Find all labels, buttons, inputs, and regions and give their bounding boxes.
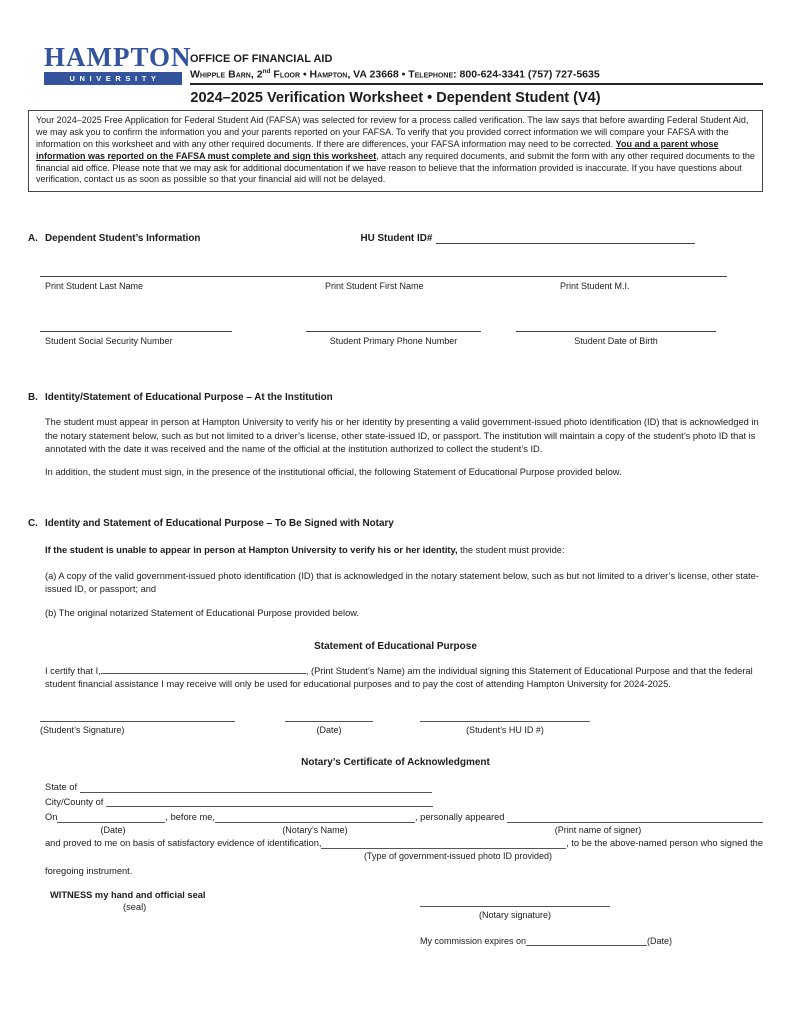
proved-label: and proved to me on basis of satisfactory evidence of identification, (45, 837, 322, 848)
section-b-letter: B. (28, 392, 38, 404)
section-c-title: Identity and Statement of Educational Purpose – To Be Signed with Notary (45, 518, 394, 530)
print-name-of-signer-label: (Print name of signer) (554, 824, 642, 835)
personally-appeared-label: , personally appeared (415, 812, 508, 823)
notary-signature-label: (Notary signature) (478, 909, 552, 920)
phone-blank (306, 331, 481, 332)
signer-name-blank (507, 821, 763, 823)
logo-wordmark: HAMPTON (44, 42, 192, 72)
before-me-label: , before me, (165, 812, 216, 823)
city-county-label: City/County of (45, 796, 106, 807)
notary-signature-blank (420, 906, 610, 907)
header-contact-block (190, 53, 763, 86)
hu-student-id-row (360, 233, 763, 244)
witness-and-notary-signature-row (28, 890, 763, 947)
middle-initial-label: Print Student M.I. (560, 281, 630, 292)
on-date-blank (57, 815, 165, 823)
document-title: 2024–2025 Verification Worksheet • Dependent Student (V4) (190, 90, 601, 106)
witness-block (50, 890, 206, 947)
hu-id-blank (420, 721, 590, 722)
intro-text-before: Your 2024–2025 Free Application for Federal Student Aid (FAFSA) was selected for review for a process called verification. The law says that before awarding Federal Student Aid, we may ask you to confirm the information you and your parents reported on your FAFSA. To verify that you provided correct information we will compare your FAFSA with the information on this worksheet and with any other required documents. If there are differences, your FAFSA information may need to be corrected. (36, 115, 749, 149)
photo-id-type-label: (Type of government-issued photo ID provided) (363, 850, 553, 861)
hu-student-id-label: HU Student ID# (360, 233, 433, 245)
notary-name-label: (Notary’s Name) (282, 824, 348, 835)
section-c-letter: C. (28, 518, 38, 530)
section-b-title: Identity/Statement of Educational Purpose – At the Institution (45, 392, 333, 404)
office-title: OFFICE OF FINANCIAL AID (190, 52, 333, 65)
date-label: (Date) (316, 725, 342, 736)
section-b-header (28, 392, 763, 403)
notary-under-labels (28, 824, 763, 836)
hu-id-field (420, 721, 590, 735)
certify-prefix: I certify that I, (45, 665, 101, 676)
student-info-fields (28, 264, 763, 360)
certify-suffix: , (Print Student’s Name) am the individual signing this Statement of Educational Purpose and that the federal student financial assistance I may receive will only be used for educational purposes and to pay the cost of attending Hampton University for 2024-2025. (45, 665, 753, 689)
state-of-row (45, 782, 763, 794)
section-c-lead-rest: the student must provide: (457, 545, 565, 556)
section-c-header (28, 518, 763, 529)
section-a-title: Dependent Student’s Information (45, 233, 201, 245)
photo-id-type-label-row (28, 850, 763, 862)
commission-date-label: (Date) (646, 935, 672, 946)
statement-heading: Statement of Educational Purpose (314, 640, 477, 652)
state-of-label: State of (45, 782, 80, 793)
student-signature-field (40, 721, 235, 735)
notary-signature-block (420, 890, 672, 947)
ssn-label: Student Social Security Number (45, 336, 173, 347)
section-c-lead-bold: If the student is unable to appear in person at Hampton University to verify his or her identity, (45, 545, 458, 556)
print-name-blank (101, 666, 306, 674)
commission-date-blank (526, 944, 647, 946)
section-b-paragraph-2: In addition, the student must sign, in the presence of the institutional official, the following Statement of Educational Purpose provided below. (45, 467, 622, 478)
student-signature-row (40, 721, 763, 735)
section-a-header (28, 233, 763, 244)
dob-blank (516, 331, 716, 332)
proved-row (45, 838, 763, 850)
name-row-blank (40, 276, 727, 277)
student-signature-blank (40, 721, 235, 722)
dob-label: Student Date of Birth (574, 336, 658, 347)
city-county-row (45, 797, 763, 809)
intro-instructions-box (28, 110, 763, 192)
date-field (285, 721, 373, 735)
city-county-blank (106, 799, 433, 807)
hu-id-label: (Student’s HU ID #) (466, 725, 544, 736)
ordinal-superscript: nd (262, 67, 271, 75)
on-label: On (45, 812, 58, 823)
commission-expires-label: My commission expires on (420, 935, 527, 946)
commission-expires-row (420, 936, 672, 947)
phone-label: Student Primary Phone Number (329, 336, 458, 347)
section-a-letter: A. (28, 233, 38, 245)
seal-label: (seal) (123, 901, 147, 912)
page-header (28, 44, 763, 85)
intro-text-after: , attach any required documents, and submit the form with any other required documents to the financial aid office. Please note that we may ask for additional documentation if we have reason to believe that the information provided is inaccurate. If you have questions about verification, contact us as soon as possible so that your financial aid will not be delayed. (36, 150, 755, 185)
section-b-paragraph-1: The student must appear in person at Hampton University to verify his or her identity by presenting a valid government-issued photo identification (ID) that is acknowledged in the notary statement below, such as but not limited to a driver’s license, other state-issued ID, or passport. The institution will maintain a copy of the student’s photo ID that is annotated with the date it was received and the name of the official at the institution authorized to collect the student’s ID. (45, 417, 759, 454)
state-of-blank (80, 785, 432, 793)
date-blank (285, 721, 373, 722)
address-line: Whipple Barn, 2nd Floor • Hampton, VA 23668 • Telephone: 800-624-3341 (757) 727-5635 (190, 67, 600, 80)
ssn-blank (40, 331, 232, 332)
notary-heading: Notary’s Certificate of Acknowledgment (301, 757, 490, 769)
witness-text: WITNESS my hand and official seal (50, 889, 206, 900)
section-c-lead (45, 544, 763, 557)
section-c-item-a: (a) A copy of the valid government-issued photo identification (ID) that is acknowledged in the notary statement below, such as but not limited to a driver’s license, other state-issued ID, or passport; and (45, 570, 759, 594)
notary-name-blank (215, 815, 415, 823)
first-name-label: Print Student First Name (325, 281, 424, 292)
logo-university-bar: UNIVERSITY (44, 72, 182, 85)
proved-suffix-label: , to be the above-named person who signed the (566, 837, 763, 848)
hu-student-id-blank (436, 234, 695, 244)
foregoing-instrument-text: foregoing instrument. (45, 865, 133, 876)
hampton-university-logo (44, 42, 192, 85)
notary-on-row (45, 812, 763, 824)
notary-date-label: (Date) (100, 824, 126, 835)
section-c-item-b: (b) The original notarized Statement of Educational Purpose provided below. (45, 608, 360, 619)
last-name-label: Print Student Last Name (45, 281, 144, 292)
photo-id-type-blank (321, 847, 566, 849)
certify-paragraph (45, 665, 763, 692)
student-signature-label: (Student’s Signature) (40, 725, 125, 736)
intro-text-emphasized: You and a parent whose information was reported on the FAFSA must complete and sign this worksheet (36, 138, 719, 161)
